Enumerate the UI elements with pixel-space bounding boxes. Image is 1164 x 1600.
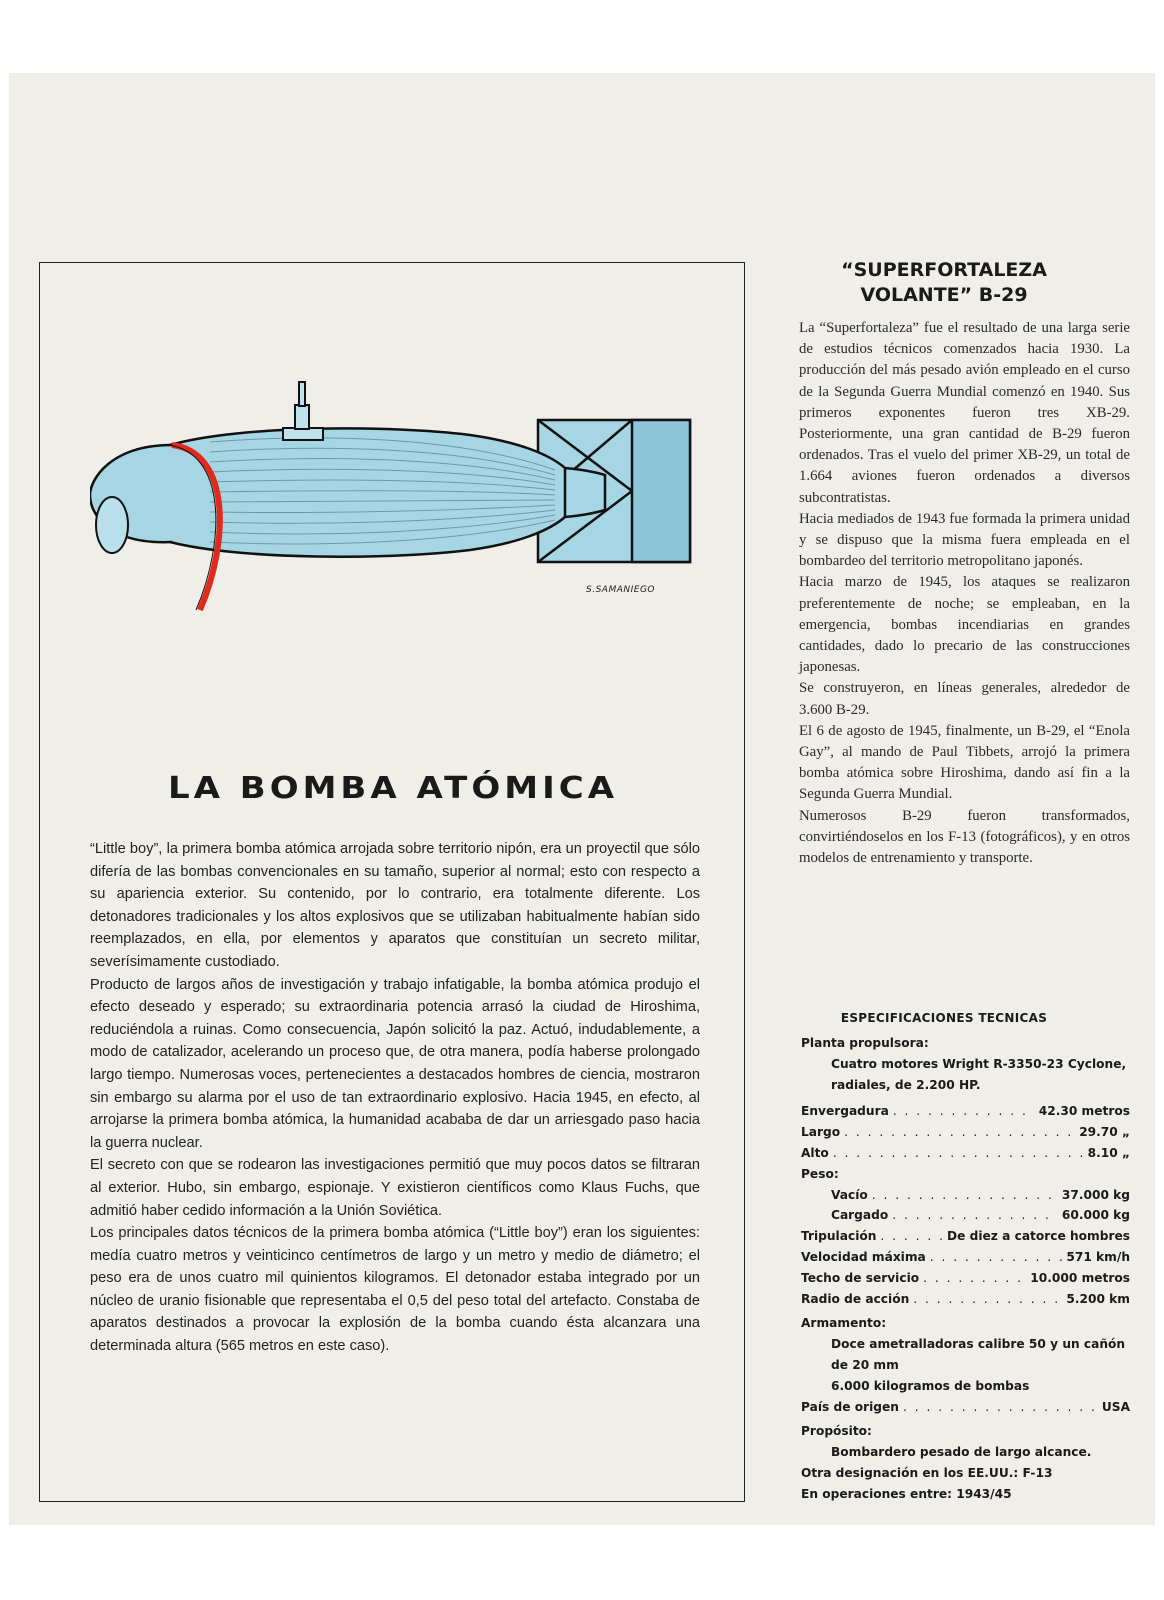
spec-label: Tripulación	[801, 1229, 877, 1244]
spec-row-techo	[801, 1268, 1130, 1289]
article-body	[90, 838, 700, 1358]
spec-value: 1943/45	[956, 1486, 1012, 1501]
sidebar-body	[799, 318, 1130, 869]
spec-row-vacio	[801, 1185, 1130, 1206]
spec-label: País de origen	[801, 1399, 899, 1414]
article-paragraph: “Little boy”, la primera bomba atómica arrojada sobre territorio nipón, era un proyectil que sólo difería de las bombas convencionales en su tamaño, superior al normal; esto con respecto a su apariencia exterior. Su contenido, por lo contrario, era totalmente diferente. Los detonadores tradicionales y los altos explosivos que se utilizaban habitualmente habían sido reemplazados, en ella, por elementos y aparatos que constituían un secreto militar, severísimamente custodiado.	[90, 841, 700, 970]
spec-label: Cargado	[831, 1208, 889, 1223]
spec-label: En operaciones entre:	[801, 1486, 952, 1501]
spec-label: Radio de acción	[801, 1291, 910, 1306]
sidebar-paragraph: Hacia marzo de 1945, los ataques se realizaron preferentemente de noche; se empleaban, en la emergencia, bombas incendiarias en grandes cantidades, dado lo precario de las construcciones japonesas.	[799, 574, 1130, 676]
sidebar-paragraph: Se construyeron, en líneas generales, alrededor de 3.600 B-29.	[799, 680, 1130, 718]
bomb-neck	[560, 468, 605, 517]
spec-row-operaciones	[801, 1484, 1130, 1505]
spec-label: Otra designación en los EE.UU.:	[801, 1465, 1019, 1480]
sidebar-paragraph: La “Superfortaleza” fue el resultado de una larga serie de estudios técnicos comenzados hacia 1930. La producción del más pesado avión empleado en el curso de la Segunda Guerra Mundial comenzó en 1940. Sus primeros exponentes fueron tres XB-29. Posteriormente, una gran cantidad de B-29 fueron ordenados. Tras el vuelo del primer XB-29, un total de 1.664 aviones fueron ordenados a diversos subcontratistas.	[799, 320, 1130, 506]
spec-value: 37.000 kg	[1061, 1187, 1130, 1202]
spec-value: De diez a catorce hombres	[947, 1229, 1130, 1244]
leader-dots	[833, 1143, 1084, 1164]
specs-table	[801, 1033, 1130, 1505]
spec-row-envergadura	[801, 1101, 1130, 1122]
bomb-nose-plate	[96, 497, 128, 553]
spec-value-proposito: Bombardero pesado de largo alcance.	[831, 1445, 1092, 1460]
spec-label: Largo	[801, 1125, 841, 1140]
leader-dots	[844, 1122, 1075, 1143]
spec-row-tripulacion	[801, 1226, 1130, 1247]
spec-label: Envergadura	[801, 1104, 889, 1119]
leader-dots	[893, 1101, 1035, 1122]
spec-label: Vacío	[831, 1187, 868, 1202]
sidebar-title-line1: “SUPERFORTALEZA	[841, 259, 1047, 281]
spec-label: Velocidad máxima	[801, 1249, 926, 1264]
article-paragraph: Los principales datos técnicos de la primera bomba atómica (“Little boy”) eran los siguientes: medía cuatro metros y veinticinco centímetros de largo y un metro y medio de diámetro; el peso era de unos cuatro mil quinientos kilogramos. El detonador estaba integrado por un núcleo de uranio fisionable que representaba el 0,5 del peso total del artefacto. Constaba de aparatos destinados a provocar la explosión de la bomba cuando ésta alcanzara una determinada altura (565 metros en este caso).	[90, 1225, 700, 1355]
spec-row-radio	[801, 1289, 1130, 1310]
spec-value: F-13	[1022, 1465, 1053, 1480]
article-paragraph: Producto de largos años de investigación y trabajo infatigable, la bomba atómica produjo el efecto deseado y esperado; su extraordinaria potencia arrasó la ciudad de Hiroshima, reduciéndola a ruinas. Como consecuencia, Japón solicitó la paz. Actuó, indudablemente, a modo de catalizador, acelerando un proceso que, de otra manera, podía haberse prolongado largo tiempo. Numerosas voces, pertenecientes a destacados hombres de ciencia, mostraron sin embargo su alarma por el uso de tan extraordinario explosivo. Hacia 1945, en efecto, al arrojarse la primera bomba atómica, la humanidad acababa de dar un arriesgado paso hacia la guerra nuclear.	[90, 976, 700, 1151]
spec-row-alto	[801, 1143, 1130, 1164]
spec-label: Techo de servicio	[801, 1270, 920, 1285]
spec-value-armamento: Doce ametralladoras calibre 50 y un cañón de 20 mm	[831, 1337, 1126, 1372]
spec-value-planta: Cuatro motores Wright R-3350-23 Cyclone, radiales, de 2.200 HP.	[831, 1056, 1127, 1092]
sidebar-title-line2: VOLANTE” B-29	[860, 284, 1028, 306]
leader-dots	[923, 1268, 1026, 1289]
spec-value: USA	[1101, 1399, 1130, 1414]
spec-label-planta: Planta propulsora:	[801, 1036, 929, 1050]
spec-value: 60.000 kg	[1061, 1208, 1130, 1223]
article-title: LA BOMBA ATÓMICA	[167, 770, 619, 806]
spec-label-proposito: Propósito:	[801, 1424, 872, 1439]
sidebar-paragraph: Hacia mediados de 1943 fue formada la primera unidad y se dispuso que la misma fuera empleada en el bombardeo del territorio metropolitano japonés.	[799, 510, 1130, 570]
spec-value: 8.10 „	[1087, 1145, 1130, 1160]
leader-dots	[913, 1289, 1062, 1310]
spec-label-peso: Peso:	[801, 1166, 839, 1181]
leader-dots	[930, 1247, 1063, 1268]
spec-value: 571 km/h	[1066, 1249, 1130, 1264]
spec-label: Alto	[801, 1145, 829, 1160]
spec-value: 5.200 km	[1066, 1291, 1130, 1306]
leader-dots	[903, 1397, 1098, 1418]
leader-dots	[880, 1226, 943, 1247]
illustrator-signature: S.SAMANIEGO	[586, 585, 655, 595]
spec-row-largo	[801, 1122, 1130, 1143]
spec-label-armamento: Armamento:	[801, 1316, 887, 1331]
spec-row-pais	[801, 1397, 1130, 1418]
spec-value-bombas: 6.000 kilogramos de bombas	[831, 1378, 1030, 1393]
sidebar-title	[800, 258, 1088, 308]
sidebar-paragraph: El 6 de agosto de 1945, finalmente, un B-29, el “Enola Gay”, al mando de Paul Tibbets, arrojó la primera bomba atómica sobre Hiroshima, dando así fin a la Segunda Guerra Mundial.	[799, 722, 1130, 803]
spec-row-cargado	[801, 1205, 1130, 1226]
spec-value: 10.000 metros	[1030, 1270, 1130, 1285]
article-paragraph: El secreto con que se rodearon las investigaciones permitió que muy pocos datos se filtraran al exterior. Hubo, sin embargo, espionaje. Y existieron científicos como Klaus Fuchs, que admitió haber cedido información a la Unión Soviética.	[90, 1157, 700, 1219]
spec-value: 29.70 „	[1079, 1125, 1130, 1140]
spec-value: 42.30 metros	[1038, 1104, 1130, 1119]
sidebar-paragraph: Numerosos B-29 fueron transformados, convirtiéndoselos en los F-13 (fotográficos), y en otros modelos de entrenamiento y transporte.	[799, 807, 1130, 867]
bomb-top-mount	[283, 382, 323, 440]
spec-row-otra	[801, 1463, 1130, 1484]
spec-row-velocidad	[801, 1247, 1130, 1268]
specs-heading: ESPECIFICACIONES TECNICAS	[840, 1011, 1048, 1025]
leader-dots	[872, 1185, 1058, 1206]
leader-dots	[892, 1205, 1058, 1226]
